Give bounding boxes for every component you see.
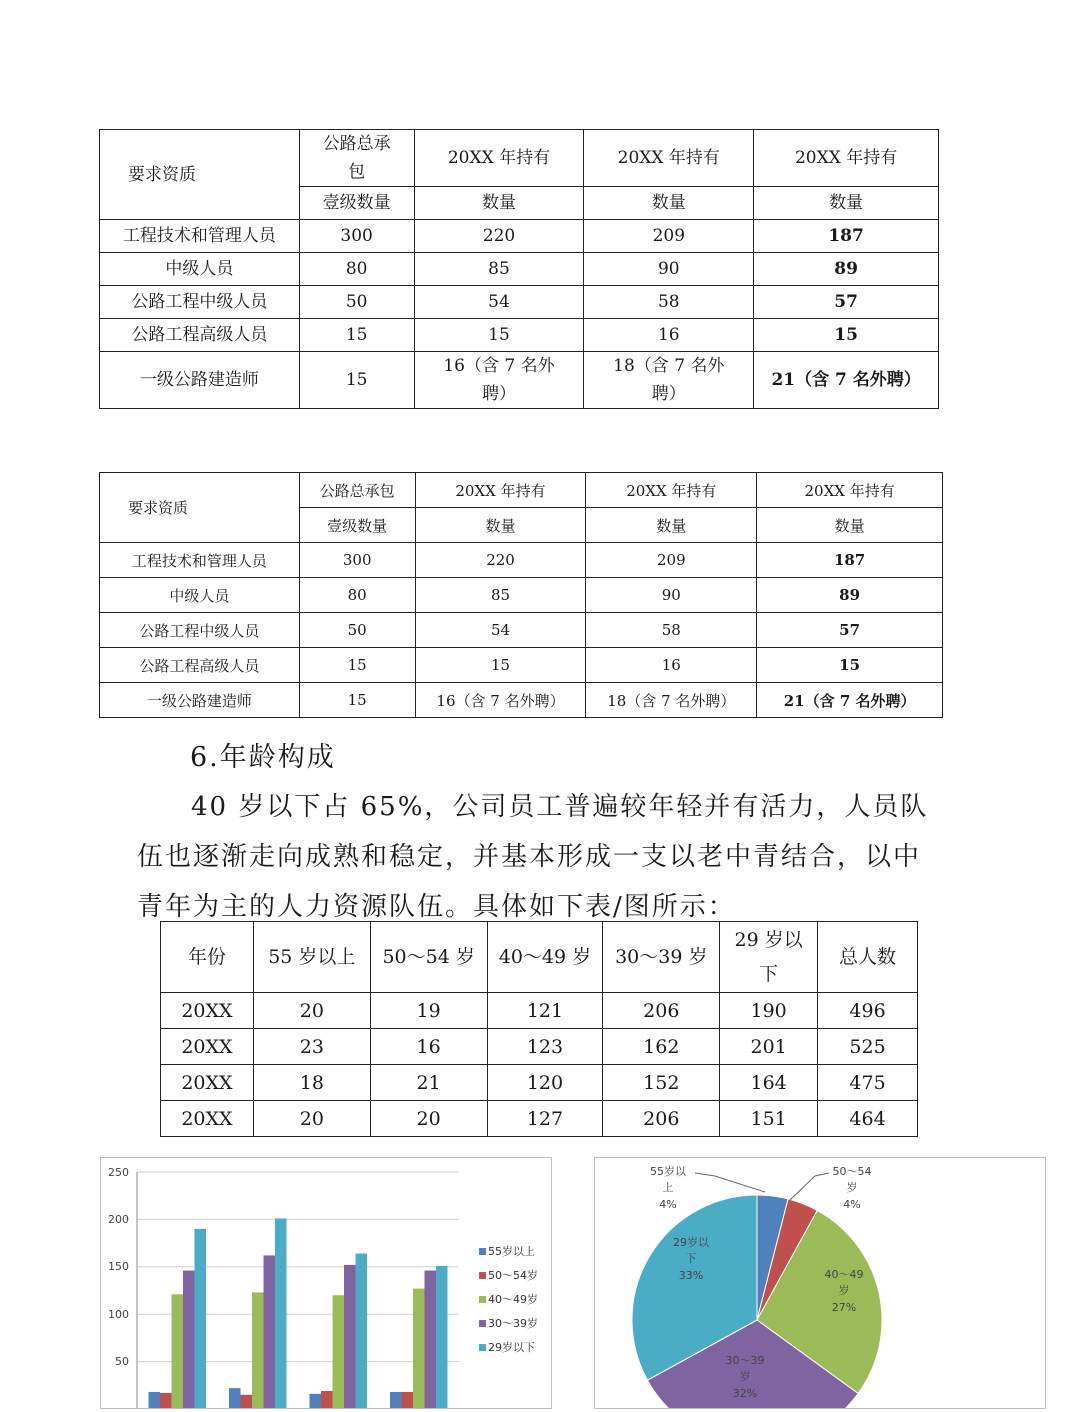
- row-label: 工程技术和管理人员: [100, 543, 300, 578]
- bar: [333, 1295, 345, 1408]
- leader-line: [695, 1173, 765, 1192]
- slice-label: 岁: [838, 1284, 850, 1297]
- table-cell: 15: [299, 319, 414, 352]
- header-cell: 30～39 岁: [603, 922, 720, 993]
- table-cell: 15: [299, 683, 415, 718]
- table-header-row: [100, 130, 939, 187]
- table-cell: 15: [414, 319, 584, 352]
- header-cell: 要求资质: [100, 130, 300, 220]
- slice-label: 30～39: [725, 1354, 765, 1367]
- table-cell: 15: [299, 352, 414, 409]
- legend-swatch: [479, 1320, 486, 1327]
- table-cell: 21: [370, 1065, 487, 1101]
- table-row: [100, 648, 943, 683]
- y-tick-label: 250: [108, 1166, 129, 1179]
- legend-swatch: [479, 1248, 486, 1255]
- table-cell: 475: [818, 1065, 918, 1101]
- leader-line: [790, 1173, 829, 1200]
- slice-pct: 4%: [659, 1198, 677, 1211]
- table-cell: 18: [253, 1065, 370, 1101]
- table-row: [100, 220, 939, 253]
- legend-label: 50～54岁: [488, 1269, 538, 1282]
- y-tick-label: 150: [108, 1260, 129, 1273]
- legend-label: 29岁以下: [488, 1341, 535, 1354]
- header-cell: 数量: [414, 187, 584, 220]
- table-cell: 58: [584, 286, 754, 319]
- bar: [425, 1271, 437, 1408]
- table-cell: 15: [299, 648, 415, 683]
- table-cell: 190: [720, 993, 818, 1029]
- table-cell: 16: [370, 1029, 487, 1065]
- header-cell: 20XX 年持有: [584, 130, 754, 187]
- slice-label: 岁: [846, 1181, 858, 1194]
- age-structure-table: [160, 921, 918, 1137]
- table-row: [100, 352, 939, 409]
- table-row: [100, 613, 943, 648]
- header-cell: 要求资质: [100, 473, 300, 543]
- table-cell: 18（含 7 名外聘）: [584, 352, 754, 409]
- bar: [252, 1292, 264, 1408]
- table-cell: 20XX: [161, 993, 254, 1029]
- table-cell: 20: [253, 993, 370, 1029]
- table-cell: 58: [586, 613, 757, 648]
- table-cell: 16（含 7 名外聘）: [414, 352, 584, 409]
- table-row: [161, 1029, 918, 1065]
- table-cell: 54: [415, 613, 586, 648]
- bar: [344, 1265, 356, 1408]
- table-cell: 464: [818, 1101, 918, 1137]
- table-cell: 16: [586, 648, 757, 683]
- row-label: 公路工程中级人员: [100, 286, 300, 319]
- header-cell: 壹级数量: [299, 187, 414, 220]
- table-cell: 20: [370, 1101, 487, 1137]
- table-cell: 300: [299, 543, 415, 578]
- table-row: [100, 578, 943, 613]
- table-row: [161, 1065, 918, 1101]
- slice-label: 29岁以: [673, 1236, 709, 1249]
- table-cell: 525: [818, 1029, 918, 1065]
- header-cell: 40～49 岁: [487, 922, 603, 993]
- header-cell: 55 岁以上: [253, 922, 370, 993]
- table-cell: 90: [586, 578, 757, 613]
- table-cell: 151: [720, 1101, 818, 1137]
- header-cell: 壹级数量: [299, 508, 415, 543]
- legend-label: 30～39岁: [488, 1317, 538, 1330]
- slice-label: 50～54: [832, 1165, 872, 1178]
- header-cell: 20XX 年持有: [586, 473, 757, 508]
- table-cell: 162: [603, 1029, 720, 1065]
- slice-pct: 33%: [678, 1269, 704, 1282]
- bar: [356, 1254, 368, 1408]
- header-cell: 总人数: [818, 922, 918, 993]
- legend-label: 40～49岁: [488, 1293, 538, 1306]
- row-label: 中级人员: [100, 578, 300, 613]
- bar: [413, 1289, 425, 1408]
- header-cell: 数量: [757, 508, 943, 543]
- header-cell: 数量: [586, 508, 757, 543]
- body-paragraph: [137, 782, 937, 932]
- table-cell: 20XX: [161, 1029, 254, 1065]
- pie-chart-svg: [595, 1158, 1045, 1408]
- table-cell: 220: [415, 543, 586, 578]
- bar-chart-svg: [101, 1158, 551, 1408]
- table-cell: 496: [818, 993, 918, 1029]
- bar: [436, 1266, 448, 1408]
- header-cell: 数量: [415, 508, 586, 543]
- table-cell: 20XX: [161, 1101, 254, 1137]
- table-cell: 19: [370, 993, 487, 1029]
- slice-label: 上: [662, 1181, 674, 1194]
- header-cell: 数量: [584, 187, 754, 220]
- table-cell: 201: [720, 1029, 818, 1065]
- table-row: [100, 253, 939, 286]
- legend-label: 55岁以上: [488, 1245, 535, 1258]
- table-cell: 206: [603, 993, 720, 1029]
- table-cell: 80: [299, 253, 414, 286]
- table-cell: 18（含 7 名外聘）: [586, 683, 757, 718]
- table-cell: 23: [253, 1029, 370, 1065]
- table-cell: 187: [754, 220, 939, 253]
- table-cell: 50: [299, 286, 414, 319]
- section-heading: 6.年龄构成: [190, 742, 336, 773]
- qualification-table-1: [99, 129, 939, 409]
- table-cell: 57: [754, 286, 939, 319]
- table-cell: 152: [603, 1065, 720, 1101]
- slice-pct: 4%: [843, 1198, 861, 1211]
- bar: [195, 1229, 207, 1408]
- table-cell: 121: [487, 993, 603, 1029]
- table-cell: 89: [757, 578, 943, 613]
- header-cell: 年份: [161, 922, 254, 993]
- header-cell: 20XX 年持有: [757, 473, 943, 508]
- slice-label: 40～49: [824, 1268, 864, 1281]
- y-tick-label: 200: [108, 1213, 129, 1226]
- table-cell: 120: [487, 1065, 603, 1101]
- slice-pct: 32%: [732, 1387, 758, 1400]
- table-row: [161, 993, 918, 1029]
- slice-pct: 27%: [831, 1301, 857, 1314]
- row-label: 一级公路建造师: [100, 352, 300, 409]
- bar: [160, 1393, 172, 1408]
- table-cell: 20: [253, 1101, 370, 1137]
- row-label: 公路工程高级人员: [100, 319, 300, 352]
- table-header-row: [100, 473, 943, 508]
- table-cell: 15: [754, 319, 939, 352]
- table-cell: 127: [487, 1101, 603, 1137]
- row-label: 公路工程高级人员: [100, 648, 300, 683]
- header-cell: 数量: [754, 187, 939, 220]
- header-cell: 50～54 岁: [370, 922, 487, 993]
- row-label: 中级人员: [100, 253, 300, 286]
- table-cell: 90: [584, 253, 754, 286]
- row-label: 一级公路建造师: [100, 683, 300, 718]
- header-cell: 20XX 年持有: [414, 130, 584, 187]
- bar: [310, 1394, 322, 1408]
- table-row: [100, 543, 943, 578]
- table-cell: 16: [584, 319, 754, 352]
- table-cell: 209: [584, 220, 754, 253]
- table-cell: 15: [757, 648, 943, 683]
- slice-label: 岁: [739, 1370, 751, 1383]
- bar: [402, 1392, 414, 1408]
- age-pie-chart: [594, 1157, 1046, 1409]
- header-cell: 20XX 年持有: [415, 473, 586, 508]
- table-cell: 85: [414, 253, 584, 286]
- table-cell: 206: [603, 1101, 720, 1137]
- table-cell: 15: [415, 648, 586, 683]
- bar: [264, 1255, 276, 1408]
- qualification-table-2: [99, 472, 943, 718]
- bar: [229, 1388, 241, 1408]
- y-tick-label: 100: [108, 1308, 129, 1321]
- row-label: 工程技术和管理人员: [100, 220, 300, 253]
- age-bar-chart: [100, 1157, 552, 1409]
- paragraph-text: 40 岁以下占 65%，公司员工普遍较年轻并有活力，人员队伍也逐渐走向成熟和稳定，并基本形成一支以老中青结合，以中青年为主的人力资源队伍。具体如下表/图所示：: [137, 792, 929, 922]
- chart-legend: [479, 1244, 538, 1354]
- table-cell: 50: [299, 613, 415, 648]
- bar: [149, 1392, 161, 1408]
- table-cell: 20XX: [161, 1065, 254, 1101]
- table-cell: 123: [487, 1029, 603, 1065]
- table-cell: 54: [414, 286, 584, 319]
- header-cell: 公路总承包: [299, 130, 414, 187]
- table-header-row: [161, 922, 918, 993]
- table-cell: 80: [299, 578, 415, 613]
- table-row: [100, 286, 939, 319]
- legend-swatch: [479, 1296, 486, 1303]
- table-cell: 57: [757, 613, 943, 648]
- table-cell: 85: [415, 578, 586, 613]
- y-tick-label: 50: [115, 1355, 129, 1368]
- row-label: 公路工程中级人员: [100, 613, 300, 648]
- bar: [275, 1218, 287, 1408]
- legend-swatch: [479, 1272, 486, 1279]
- table-cell: 164: [720, 1065, 818, 1101]
- table-cell: 21（含 7 名外聘）: [757, 683, 943, 718]
- slice-label: 55岁以: [650, 1165, 686, 1178]
- header-cell: 公路总承包: [299, 473, 415, 508]
- bar: [390, 1392, 402, 1408]
- table-cell: 220: [414, 220, 584, 253]
- table-row: [161, 1101, 918, 1137]
- table-cell: 187: [757, 543, 943, 578]
- table-row: [100, 319, 939, 352]
- bar: [183, 1271, 195, 1408]
- table-cell: 209: [586, 543, 757, 578]
- table-cell: 300: [299, 220, 414, 253]
- slice-label: 下: [685, 1252, 697, 1265]
- header-cell: 20XX 年持有: [754, 130, 939, 187]
- table-row: [100, 683, 943, 718]
- legend-swatch: [479, 1344, 486, 1351]
- header-cell: 29 岁以下: [720, 922, 818, 993]
- bar: [172, 1294, 184, 1408]
- table-cell: 89: [754, 253, 939, 286]
- bar: [321, 1391, 333, 1408]
- table-cell: 21（含 7 名外聘）: [754, 352, 939, 409]
- table-cell: 16（含 7 名外聘）: [415, 683, 586, 718]
